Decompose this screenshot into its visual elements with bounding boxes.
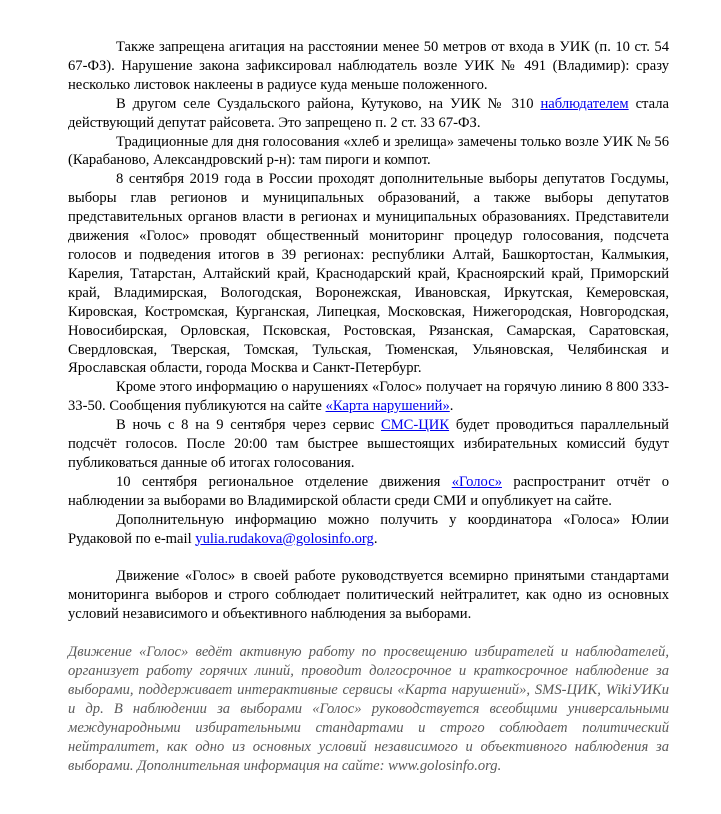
text-segment: будет проводиться параллельный подсчёт голосов. После 20:00 там быстрее вышестоящих избирательных комиссий будут публиковаться данные об итогах голосования. (68, 417, 669, 471)
observer-link[interactable]: наблюдателем (540, 95, 629, 112)
text-segment: Дополнительную информацию можно получить у координатора «Голоса» Юлии Рудаковой по e-mail (68, 511, 669, 547)
golos-link[interactable]: «Голос» (451, 473, 502, 490)
text-segment: распространит отчёт о наблюдении за выборами во Владимирской области среди СМИ и опубликует на сайте. (68, 473, 669, 509)
paragraph-elections-overview: 8 сентября 2019 года в России проходят дополнительные выборы депутатов Госдумы, выборы глав регионов и муниципальных образований, а также выборы депутатов представительных органов власти в регионах и муниципальных образованиях. Представители движения «Голос» проводят общественный мониторинг процедур голосования, подсчета голосов и подведения итогов в 39 регионах: республики Алтай, Башкортостан, Калмыкия, Карелия, Татарстан, Алтайский край, Краснодарский край, Красноярский край, Приморский край, Владимирская, Вологодская, Воронежская, Ивановская, Иркутская, Кемеровская, Кировская, Костромская, Курганская, Липецкая, Московская, Нижегородская, Новгородская, Новосибирская, Орловская, Псковская, Ростовская, Рязанская, Самарская, Саратовская, Свердловская, Тверская, Томская, Тульская, Тюменская, Ульяновская, Челябинская и Ярославская области, города Москва и Санкт-Петербург. (68, 171, 669, 377)
text-segment: 10 сентября региональное отделение движения (116, 473, 452, 490)
text-segment: . (449, 398, 454, 415)
paragraph-standards: Движение «Голос» в своей работе руководствуется всемирно принятыми стандартами мониторинга выборов и строго соблюдает политический нейтралитет, как одно из основных условий независимого и объективного наблюдения за выборами. (68, 568, 669, 623)
paragraph-bread-circuses: Традиционные для дня голосования «хлеб и зрелища» замечены только возле УИК № 56 (Карабаново, Александровский р-н): там пироги и компот. (68, 133, 669, 169)
paragraph-kutukovo (68, 95, 669, 133)
email-link[interactable]: yulia.rudakova@golosinfo.org (195, 530, 374, 547)
spacer (68, 548, 669, 567)
text-segment: В другом селе Суздальского района, Кутуково, на УИК № 310 (116, 95, 541, 112)
paragraph-about-golos: Движение «Голос» ведёт активную работу по просвещению избирателей и наблюдателей, организует работу горячих линий, проводит долгосрочное и краткосрочное наблюдение за выборами, поддерживает интерактивные сервисы «Карта нарушений», SMS-ЦИК, WikiУИКи и др. В наблюдении за выборами «Голос» руководствуется всеобщими универсальными международными избирательными стандартами и строго соблюдает политический нейтралитет, как одно из основных условий независимого и объективного наблюдения за выборами. Дополнительная информация на сайте: www.golosinfo.org. (68, 644, 669, 774)
text-segment: стала действующий депутат райсовета. Это запрещено п. 2 ст. 33 67-ФЗ. (68, 95, 669, 131)
paragraph-hotline (68, 378, 669, 416)
paragraph-sms-cik (68, 416, 669, 473)
text-segment: Кроме этого информацию о нарушениях «Голос» получает на горячую линию 8 800 333-33-50. Сообщения публикуются на сайте (68, 379, 669, 415)
spacer (68, 624, 669, 643)
paragraph-report (68, 473, 669, 511)
paragraph-agitation: Также запрещена агитация на расстоянии менее 50 метров от входа в УИК (п. 10 ст. 54 67-ФЗ). Нарушение закона зафиксировал наблюдатель возле УИК № 491 (Владимир): сразу несколько листовок наклеены в радиусе куда меньше положенного. (68, 39, 669, 93)
text-segment: В ночь с 8 на 9 сентября через сервис (116, 417, 381, 434)
text-segment: . (373, 530, 378, 547)
violations-map-link[interactable]: «Карта нарушений» (325, 398, 450, 415)
about-golos-block (68, 643, 669, 775)
paragraph-contact (68, 511, 669, 549)
sms-cik-link[interactable]: СМС-ЦИК (380, 417, 450, 434)
